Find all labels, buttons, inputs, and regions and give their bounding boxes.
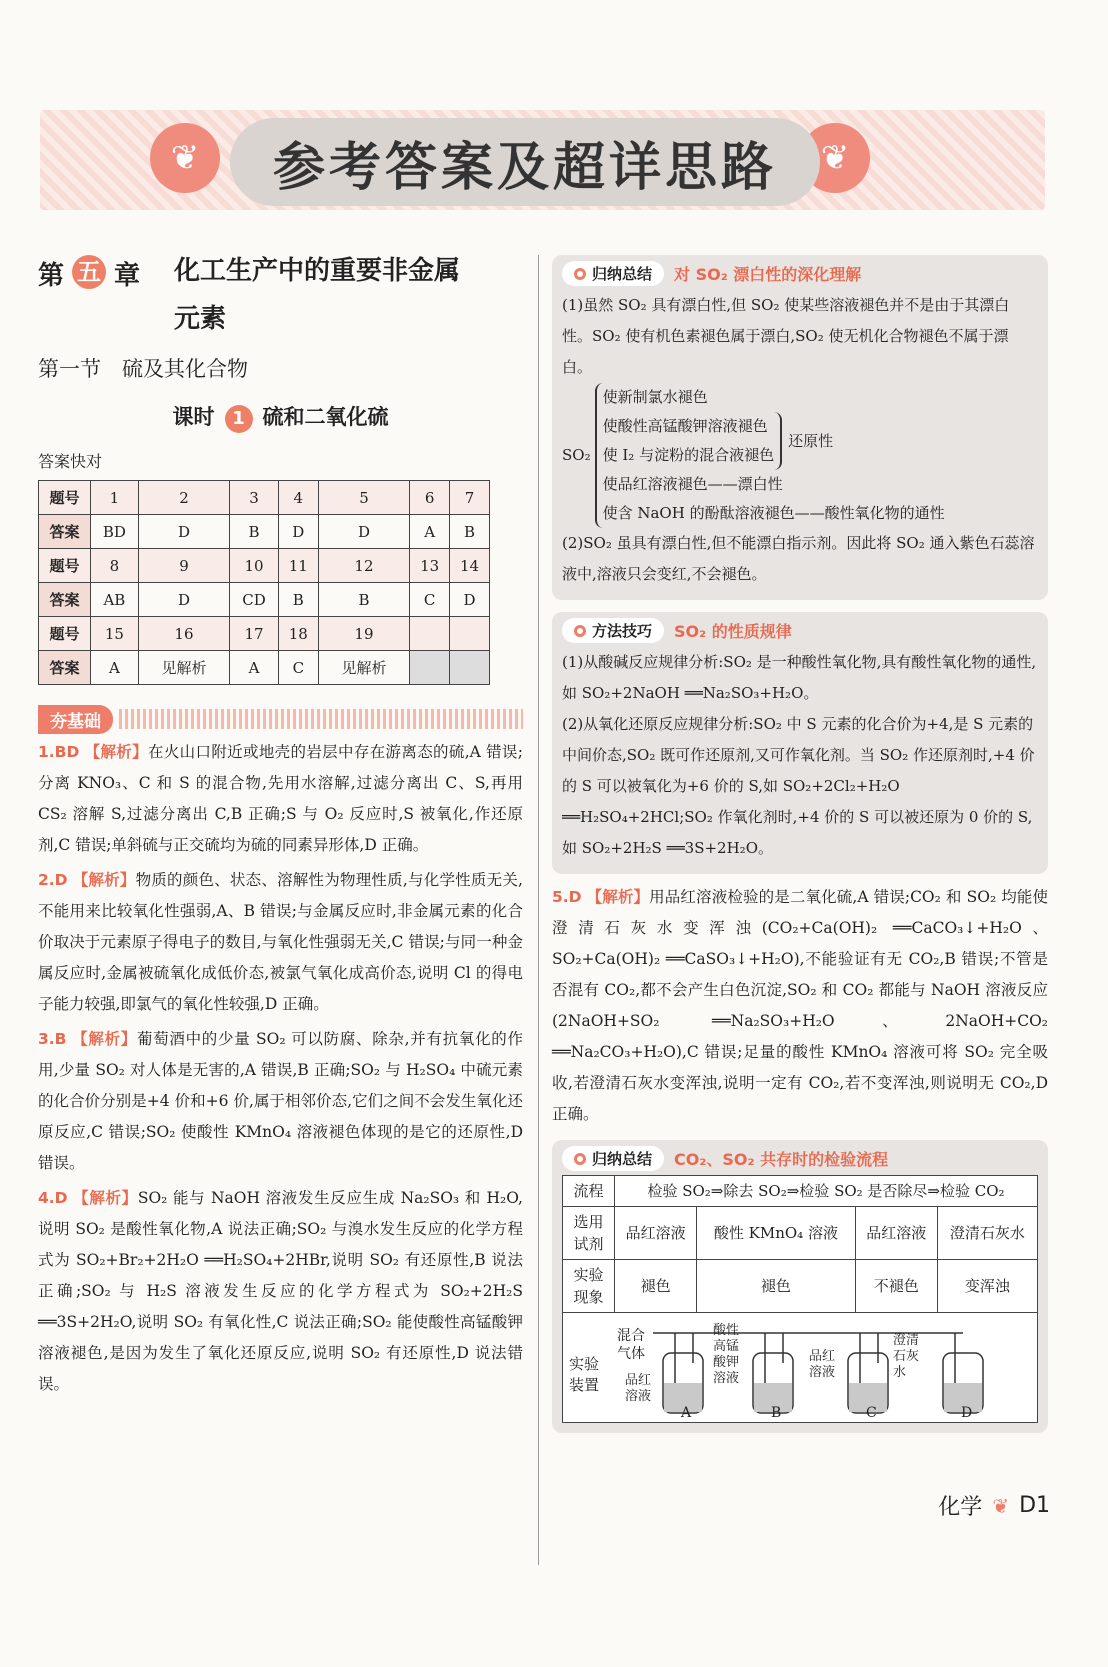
bottle-label: 品红溶液: [625, 1373, 652, 1404]
reagent-cell: 澄清石灰水: [937, 1207, 1037, 1260]
box-paragraph: (1)从酸碱反应规律分析:SO₂ 是一种酸性氧化物,具有酸性氧化物的通性,如 SO₂+2NaOH ══Na₂SO₃+H₂O。: [562, 653, 1037, 702]
reagent-cell: 酸性 KMnO₄ 溶液: [697, 1207, 856, 1260]
lesson-number: 1: [225, 405, 253, 433]
analysis-tag: 【解析】: [72, 1030, 137, 1048]
analysis-tag: 【解析】: [586, 888, 650, 906]
question-text: 物质的颜色、状态、溶解性为物理性质,与化学性质无关,不能用来比较氧化性强弱,A、B 错误;与金属反应时,非金属元素的化合价取决于元素原子得电子的数目,与氧化性强弱无关,C 错误;与同一种金属反应时,金属被硫氧化成低价态,被氯气氧化成高价态,说明 Cl 的得电子能力较强,即氯气的氧化性较强,D 正确。: [38, 871, 523, 1013]
method-label: 方法技巧: [562, 618, 664, 643]
question-item: [38, 737, 523, 861]
answer-cell: A: [230, 651, 279, 685]
answer-cell: D: [450, 583, 490, 617]
section-title: 第一节 硫及其化合物: [38, 357, 248, 381]
answer-row: [39, 515, 490, 549]
quick-answers-label: 答案快对: [38, 452, 103, 471]
so2-brace-list: [562, 383, 1038, 528]
brace-item: 使含 NaOH 的酚酞溶液褪色——酸性氧化物的通性: [602, 504, 945, 522]
left-sprout-icon: ❦: [150, 123, 220, 193]
answer-row: [39, 583, 490, 617]
flow-text: 检验 SO₂⇒除去 SO₂⇒检验 SO₂ 是否除尽⇒检验 CO₂: [615, 1176, 1038, 1207]
banner: [230, 118, 820, 206]
brace-item: 使新制氯水褪色: [602, 388, 708, 406]
detection-flow-table: [562, 1175, 1038, 1313]
reducing-label: 还原性: [788, 431, 834, 450]
chapter-prefix: 第: [38, 261, 65, 291]
answer-cell: AB: [91, 583, 139, 617]
answer-cell: B: [230, 515, 279, 549]
question-number: 2.D: [38, 871, 68, 889]
row-header: 题号: [39, 549, 91, 583]
question-number-cell: 8: [91, 549, 139, 583]
answer-cell: D: [138, 515, 229, 549]
analysis-tag: 【解析】: [84, 743, 148, 761]
chapter-number: 五: [72, 255, 106, 289]
chapter-heading: [38, 255, 523, 343]
question-number-cell: 19: [318, 617, 409, 651]
base-section-tag: [38, 705, 523, 733]
question-number-cell: 13: [410, 549, 450, 583]
bottle-id: A: [681, 1405, 692, 1421]
question-text: 葡萄酒中的少量 SO₂ 可以防腐、除杂,并有抗氧化的作用,少量 SO₂ 对人体是无害的,A 错误,B 正确;SO₂ 与 H₂SO₄ 中硫元素的化合价分别是+4 价和+6 价,属于相邻价态,它们之间不会发生氧化还原反应,C 错误;SO₂ 使酸性 KMnO₄ 溶液褪色体现的是它的还原性,D 错误。: [38, 1030, 523, 1172]
question-item: [38, 1183, 523, 1400]
question-number-cell: 11: [278, 549, 318, 583]
answer-cell: D: [278, 515, 318, 549]
box-paragraph: (2)从氧化还原反应规律分析:SO₂ 中 S 元素的化合价为+4,是 S 元素的中间价态,SO₂ 既可作还原剂,又可作氧化剂。当 SO₂ 作还原剂时,+4 价的 S 可以被氧化为+6 价的 S,如 SO₂+2Cl₂+H₂O ══H₂SO₄+2HCl;SO₂ 作氧化剂时,+4 价的 S 可以被还原为 0 价的 S,如 SO₂+2H₂S ══3S+2H₂O。: [562, 715, 1035, 857]
question-number-cell: 15: [91, 617, 139, 651]
summary-label: 归纳总结: [562, 261, 664, 286]
box-paragraph: (1)虽然 SO₂ 具有漂白性,但 SO₂ 使某些溶液褪色并不是由于其漂白性。SO₂ 使有机色素褪色属于漂白,SO₂ 使无机化合物褪色不属于漂白。: [562, 296, 1010, 376]
answer-cell: [410, 651, 450, 685]
bottle-label: 酸性高锰酸钾溶液: [713, 1323, 740, 1386]
answer-cell: 见解析: [138, 651, 229, 685]
chapter-title: 化工生产中的重要非金属元素: [174, 256, 461, 334]
answer-cell: CD: [230, 583, 279, 617]
apparatus-diagram: [562, 1313, 1038, 1423]
lesson-prefix: 课时: [172, 405, 215, 429]
question-number: 3.B: [38, 1030, 67, 1048]
question-number: 5.D: [552, 888, 582, 906]
flow-label: 流程: [563, 1176, 615, 1207]
row-header: 答案: [39, 651, 91, 685]
question-number-row: [39, 617, 490, 651]
column-divider: [538, 255, 539, 1565]
question-number-cell: 3: [230, 481, 279, 515]
question-number-cell: 17: [230, 617, 279, 651]
page-number: D1: [1019, 1493, 1050, 1518]
question-number-cell: 12: [318, 549, 409, 583]
analysis-tag: 【解析】: [73, 1189, 138, 1207]
summary-box-bleaching: [552, 255, 1048, 600]
phenomenon-label: 实验现象: [563, 1260, 615, 1313]
left-column: [38, 255, 523, 1400]
right-sprout-icon: ❦: [800, 123, 870, 193]
question-number-cell: [450, 617, 490, 651]
row-header: 题号: [39, 481, 91, 515]
answer-cell: D: [318, 515, 409, 549]
right-column: [552, 255, 1048, 1433]
bottle-label: 品红溶液: [809, 1349, 836, 1380]
reagent-cell: 品红溶液: [615, 1207, 697, 1260]
answer-row: [39, 651, 490, 685]
row-header: 题号: [39, 617, 91, 651]
answer-cell: C: [410, 583, 450, 617]
question-number-cell: 1: [91, 481, 139, 515]
answer-cell: [450, 651, 490, 685]
answer-cell: D: [138, 583, 229, 617]
question-5: [552, 882, 1048, 1130]
question-item: [38, 865, 523, 1020]
question-number-cell: 10: [230, 549, 279, 583]
answer-cell: A: [410, 515, 450, 549]
chapter-suffix: 章: [114, 261, 141, 291]
question-number-row: [39, 549, 490, 583]
brace-item: 使 I₂ 与淀粉的混合液褪色: [602, 446, 775, 464]
gas-label: 混合气体: [617, 1328, 645, 1362]
phenomenon-cell: 褪色: [697, 1260, 856, 1313]
row-header: 答案: [39, 515, 91, 549]
question-text: 在火山口附近或地壳的岩层中存在游离态的硫,A 错误;分离 KNO₃、C 和 S 的混合物,先用水溶解,过滤分离出 C、S,再用 CS₂ 溶解 S,过滤分离出 C,B 正确;S 与 O₂ 反应时,S 被氧化,作还原剂,C 错误;单斜硫与正交硫均为硫的同素异形体,D 正确。: [38, 743, 523, 854]
question-item: [38, 1024, 523, 1179]
question-text: SO₂ 能与 NaOH 溶液发生反应生成 Na₂SO₃ 和 H₂O,说明 SO₂ 是酸性氧化物,A 说法正确;SO₂ 与溴水发生反应的化学方程式为 SO₂+Br₂+2H₂O ══H₂SO₄+2HBr,说明 SO₂ 有还原性,B 说法正确;SO₂ 与 H₂S 溶液发生反应的化学方程式为 SO₂+2H₂S ══3S+2H₂O,说明 SO₂ 有氧化性,C 说法正确;SO₂ 能使酸性高锰酸钾溶液褪色,是因为发生了氧化还原反应,说明 SO₂ 有还原性,D 说法错误。: [38, 1189, 523, 1393]
phenomenon-cell: 褪色: [615, 1260, 697, 1313]
question-number-cell: 14: [450, 549, 490, 583]
lesson-title: [38, 401, 523, 433]
question-number-cell: 6: [410, 481, 450, 515]
summary-box-detection: [552, 1140, 1048, 1433]
device-label: 实验装置: [569, 1355, 600, 1394]
question-text: 用品红溶液检验的是二氧化硫,A 错误;CO₂ 和 SO₂ 均能使澄清石灰水变浑浊(CO₂+Ca(OH)₂ ══CaCO₃↓+H₂O、SO₂+Ca(OH)₂ ══CaSO₃↓+H₂O),不能验证有无 CO₂,B 错误;不管是否混有 CO₂,都不会产生白色沉淀,SO₂ 和 CO₂ 都能与 NaOH 溶液反应(2NaOH+SO₂ ══Na₂SO₃+H₂O、2NaOH+CO₂ ══Na₂CO₃+H₂O),C 错误;足量的酸性 KMnO₄ 溶液可将 SO₂ 完全吸收,若澄清石灰水变浑浊,说明一定有 CO₂,若不变浑浊,则说明无 CO₂,D 正确。: [552, 888, 1048, 1123]
method-box-properties: [552, 612, 1048, 874]
question-number-cell: 9: [138, 549, 229, 583]
question-number-cell: 5: [318, 481, 409, 515]
answer-table: [38, 480, 490, 685]
row-header: 答案: [39, 583, 91, 617]
lesson-name: 硫和二氧化硫: [262, 405, 389, 429]
answer-cell: B: [318, 583, 409, 617]
question-number-cell: 16: [138, 617, 229, 651]
answer-cell: A: [91, 651, 139, 685]
box-paragraph: (2)SO₂ 虽具有漂白性,但不能漂白指示剂。因此将 SO₂ 通入紫色石蕊溶液中,溶液只会变红,不会褪色。: [562, 534, 1035, 583]
page-footer: [938, 1490, 1050, 1521]
answer-cell: BD: [91, 515, 139, 549]
brace-item: 使酸性高锰酸钾溶液褪色: [602, 417, 768, 435]
summary-label: 归纳总结: [562, 1146, 664, 1171]
sprout-icon: ❦: [992, 1493, 1010, 1518]
analysis-tag: 【解析】: [72, 871, 136, 889]
bottle-id: B: [771, 1405, 782, 1421]
target-icon: [574, 625, 586, 637]
question-number-cell: 7: [450, 481, 490, 515]
so2-label: SO₂: [562, 446, 591, 464]
question-number-cell: 4: [278, 481, 318, 515]
target-icon: [574, 268, 586, 280]
box-title: CO₂、SO₂ 共存时的检验流程: [674, 1150, 889, 1169]
question-number-cell: 18: [278, 617, 318, 651]
target-icon: [574, 1153, 586, 1165]
question-number-row: [39, 481, 490, 515]
question-number-cell: 2: [138, 481, 229, 515]
question-number-cell: [410, 617, 450, 651]
answer-cell: B: [278, 583, 318, 617]
phenomenon-cell: 变浑浊: [937, 1260, 1037, 1313]
phenomenon-cell: 不褪色: [855, 1260, 937, 1313]
left-questions: [38, 737, 523, 1400]
answer-cell: B: [450, 515, 490, 549]
bottle-label: 澄清石灰水: [893, 1333, 920, 1380]
bottle-id: D: [961, 1405, 973, 1421]
box-title: 对 SO₂ 漂白性的深化理解: [674, 265, 862, 284]
base-tag-label: 夯基础: [38, 705, 113, 734]
subject-label: 化学: [938, 1495, 983, 1520]
reagent-cell: 品红溶液: [855, 1207, 937, 1260]
bottle-id: C: [866, 1405, 877, 1421]
box-title: SO₂ 的性质规律: [674, 622, 792, 641]
banner-title: 参考答案及超详思路: [272, 137, 777, 198]
reagent-label: 选用试剂: [563, 1207, 615, 1260]
answer-cell: C: [278, 651, 318, 685]
brace-item: 使品红溶液褪色——漂白性: [602, 475, 783, 493]
question-number: 4.D: [38, 1189, 68, 1207]
question-number: 1.BD: [38, 743, 80, 761]
answer-cell: 见解析: [318, 651, 409, 685]
